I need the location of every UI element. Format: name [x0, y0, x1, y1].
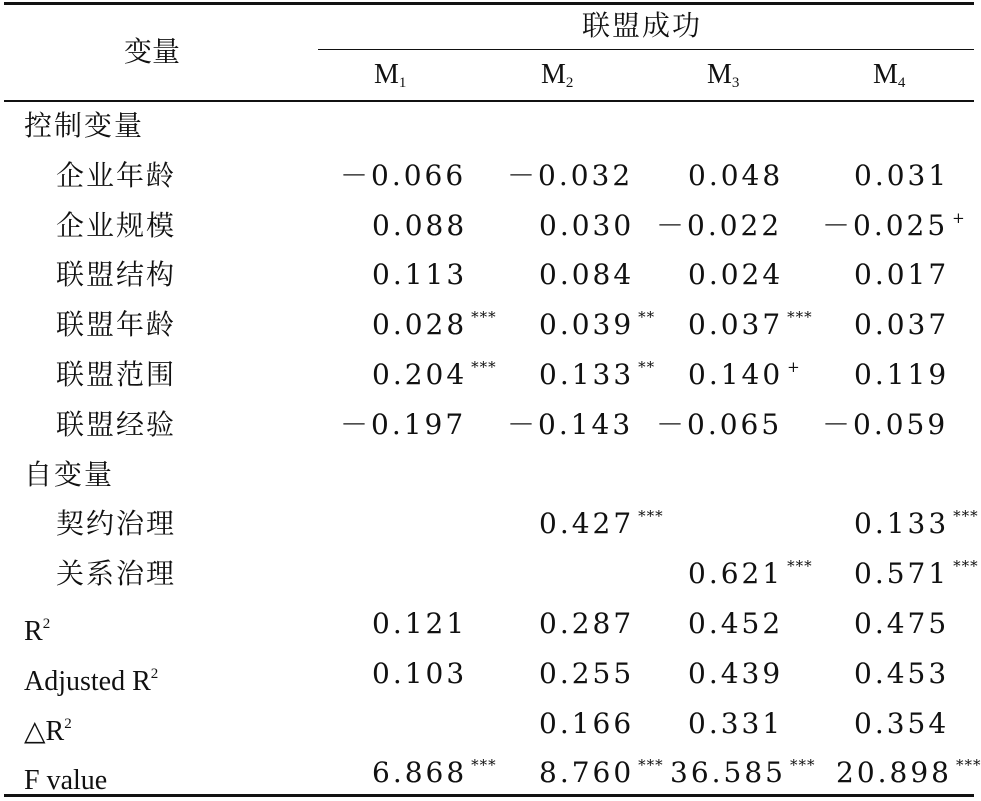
significance-marker: **	[638, 308, 656, 327]
cell-value: －0.059	[822, 407, 949, 441]
cell-value: 0.017	[854, 258, 950, 292]
significance-marker: ***	[955, 756, 981, 775]
table-cell	[372, 604, 471, 648]
section-label: 自变量	[24, 457, 115, 491]
cell-value: 0.048	[688, 158, 784, 192]
table-cell	[854, 604, 953, 648]
cell-value: 0.140	[688, 358, 784, 391]
significance-marker: +	[787, 358, 801, 376]
cell-value: 0.133	[854, 507, 950, 541]
significance-marker: ***	[471, 358, 497, 376]
table-cell	[854, 654, 953, 698]
significance-marker: ***	[471, 308, 497, 327]
significance-marker: ***	[787, 308, 813, 327]
row-label: 联盟范围	[56, 358, 177, 391]
table-cell	[688, 654, 787, 698]
table-cell	[670, 753, 815, 797]
table-cell	[539, 654, 638, 698]
table-cell	[539, 504, 664, 548]
cell-value: 0.452	[688, 607, 784, 640]
table-cell	[688, 554, 813, 598]
table-cell	[340, 554, 344, 598]
cell-value: 0.571	[854, 557, 950, 591]
cell-value: 0.037	[854, 308, 950, 342]
table-cell	[539, 753, 664, 797]
cell-value: 0.084	[539, 258, 635, 292]
model-header-m4: $M_4$	[873, 59, 906, 91]
table-cell	[688, 604, 787, 648]
table-cell	[539, 704, 638, 748]
cell-value: 0.166	[539, 706, 635, 740]
table-cell	[854, 255, 953, 299]
section-label: 控制变量	[24, 109, 145, 142]
stat-label	[24, 753, 107, 801]
significance-marker: ***	[638, 756, 664, 775]
table-cell	[688, 355, 801, 399]
header-rule	[4, 100, 974, 102]
cell-value: 6.868	[372, 756, 468, 790]
stat-label	[24, 704, 72, 752]
cell-value: 36.585	[670, 756, 786, 790]
row-label: 联盟经验	[56, 407, 177, 441]
cell-value: 0.439	[688, 656, 784, 690]
table-cell	[688, 305, 813, 349]
significance-marker: ***	[638, 507, 664, 526]
significance-marker: ***	[787, 557, 813, 576]
group-header: 联盟成功	[582, 9, 703, 42]
cell-value: －0.197	[340, 407, 467, 441]
cell-value: 0.204	[372, 358, 468, 391]
cell-value: 8.760	[539, 756, 635, 790]
cell-value: 0.028	[372, 308, 468, 342]
row-label: 关系治理	[56, 557, 177, 591]
model-header-m2: $M_2$	[541, 59, 574, 91]
table-cell	[854, 504, 979, 548]
cell-value: 0.031	[854, 158, 950, 192]
table-cell	[854, 554, 979, 598]
cell-value: －0.143	[507, 407, 634, 441]
stat-label-superscript: 2	[42, 616, 51, 632]
cell-value: －0.065	[656, 407, 783, 441]
cell-value: 0.037	[688, 308, 784, 342]
row-label: 企业年龄	[56, 158, 177, 192]
cell-value: －0.022	[656, 208, 783, 242]
stat-label-text: Adjusted R	[24, 665, 151, 697]
row-label: 契约治理	[56, 507, 177, 541]
cell-value: 0.121	[372, 607, 468, 640]
table-cell	[539, 206, 638, 250]
table-cell	[688, 704, 787, 748]
variable-header: 变量	[124, 35, 181, 68]
significance-marker: ***	[953, 557, 979, 576]
top-rule	[4, 2, 974, 5]
table-cell	[340, 504, 344, 548]
cell-value: 0.475	[854, 607, 950, 640]
cell-value: 0.133	[539, 358, 635, 391]
cell-value: 0.119	[854, 358, 950, 391]
table-cell	[854, 305, 953, 349]
cell-value: 0.103	[372, 656, 468, 690]
table-cell	[372, 355, 497, 399]
row-label: 企业规模	[56, 208, 177, 242]
stat-label-superscript: 2	[150, 665, 159, 682]
cell-value: －0.066	[340, 158, 467, 192]
cell-value: －0.025	[822, 208, 949, 242]
cell-value: 0.427	[539, 507, 635, 541]
table-cell	[854, 156, 953, 200]
table-cell	[507, 156, 637, 200]
model-header-m1: $M_1$	[374, 59, 407, 91]
stat-label-text: R	[24, 616, 43, 647]
significance-marker: ***	[471, 756, 497, 775]
cell-value: 0.113	[372, 258, 468, 292]
group-header-rule	[318, 49, 974, 50]
table-cell	[340, 405, 470, 449]
cell-value: 0.030	[539, 208, 635, 242]
table-cell	[854, 704, 953, 748]
cell-value: 0.453	[854, 656, 950, 690]
cell-value: 0.621	[688, 557, 784, 591]
row-label: 联盟结构	[56, 258, 177, 292]
significance-marker: ***	[953, 507, 979, 526]
table-cell	[822, 405, 952, 449]
table-cell	[539, 255, 638, 299]
table-cell	[372, 206, 471, 250]
table-cell	[688, 156, 787, 200]
stat-label-superscript: 2	[64, 715, 72, 732]
stat-label	[24, 654, 158, 702]
cell-value: 0.024	[688, 258, 784, 292]
significance-marker: **	[638, 358, 656, 376]
table-cell	[372, 305, 497, 349]
cell-value: 0.287	[539, 607, 635, 640]
stat-label	[24, 604, 50, 652]
table-cell	[340, 704, 344, 748]
row-label: 联盟年龄	[56, 308, 177, 342]
table-cell	[507, 405, 637, 449]
stat-label-text: △R	[24, 715, 65, 747]
table-cell	[372, 654, 471, 698]
table-cell	[688, 255, 787, 299]
table-cell	[539, 604, 638, 648]
table-cell	[539, 355, 655, 399]
table-cell	[656, 504, 660, 548]
stat-label-text: F value	[24, 765, 108, 797]
table-cell	[656, 206, 786, 250]
model-header-m3: $M_3$	[707, 59, 740, 91]
cell-value: －0.032	[507, 158, 634, 192]
significance-marker: ***	[789, 756, 816, 775]
cell-value: 0.331	[688, 706, 784, 740]
table-cell	[822, 206, 966, 250]
table-cell	[372, 753, 497, 797]
table-cell	[340, 156, 470, 200]
table-cell	[372, 255, 471, 299]
significance-marker: +	[952, 208, 966, 227]
table-cell	[656, 405, 786, 449]
cell-value: 0.088	[372, 208, 468, 242]
cell-value: 20.898	[836, 756, 952, 790]
table-cell	[836, 753, 981, 797]
table-cell	[507, 554, 511, 598]
cell-value: 0.039	[539, 308, 635, 342]
cell-value: 0.255	[539, 656, 635, 690]
table-cell	[854, 355, 953, 399]
table-cell	[539, 305, 655, 349]
cell-value: 0.354	[854, 706, 950, 740]
